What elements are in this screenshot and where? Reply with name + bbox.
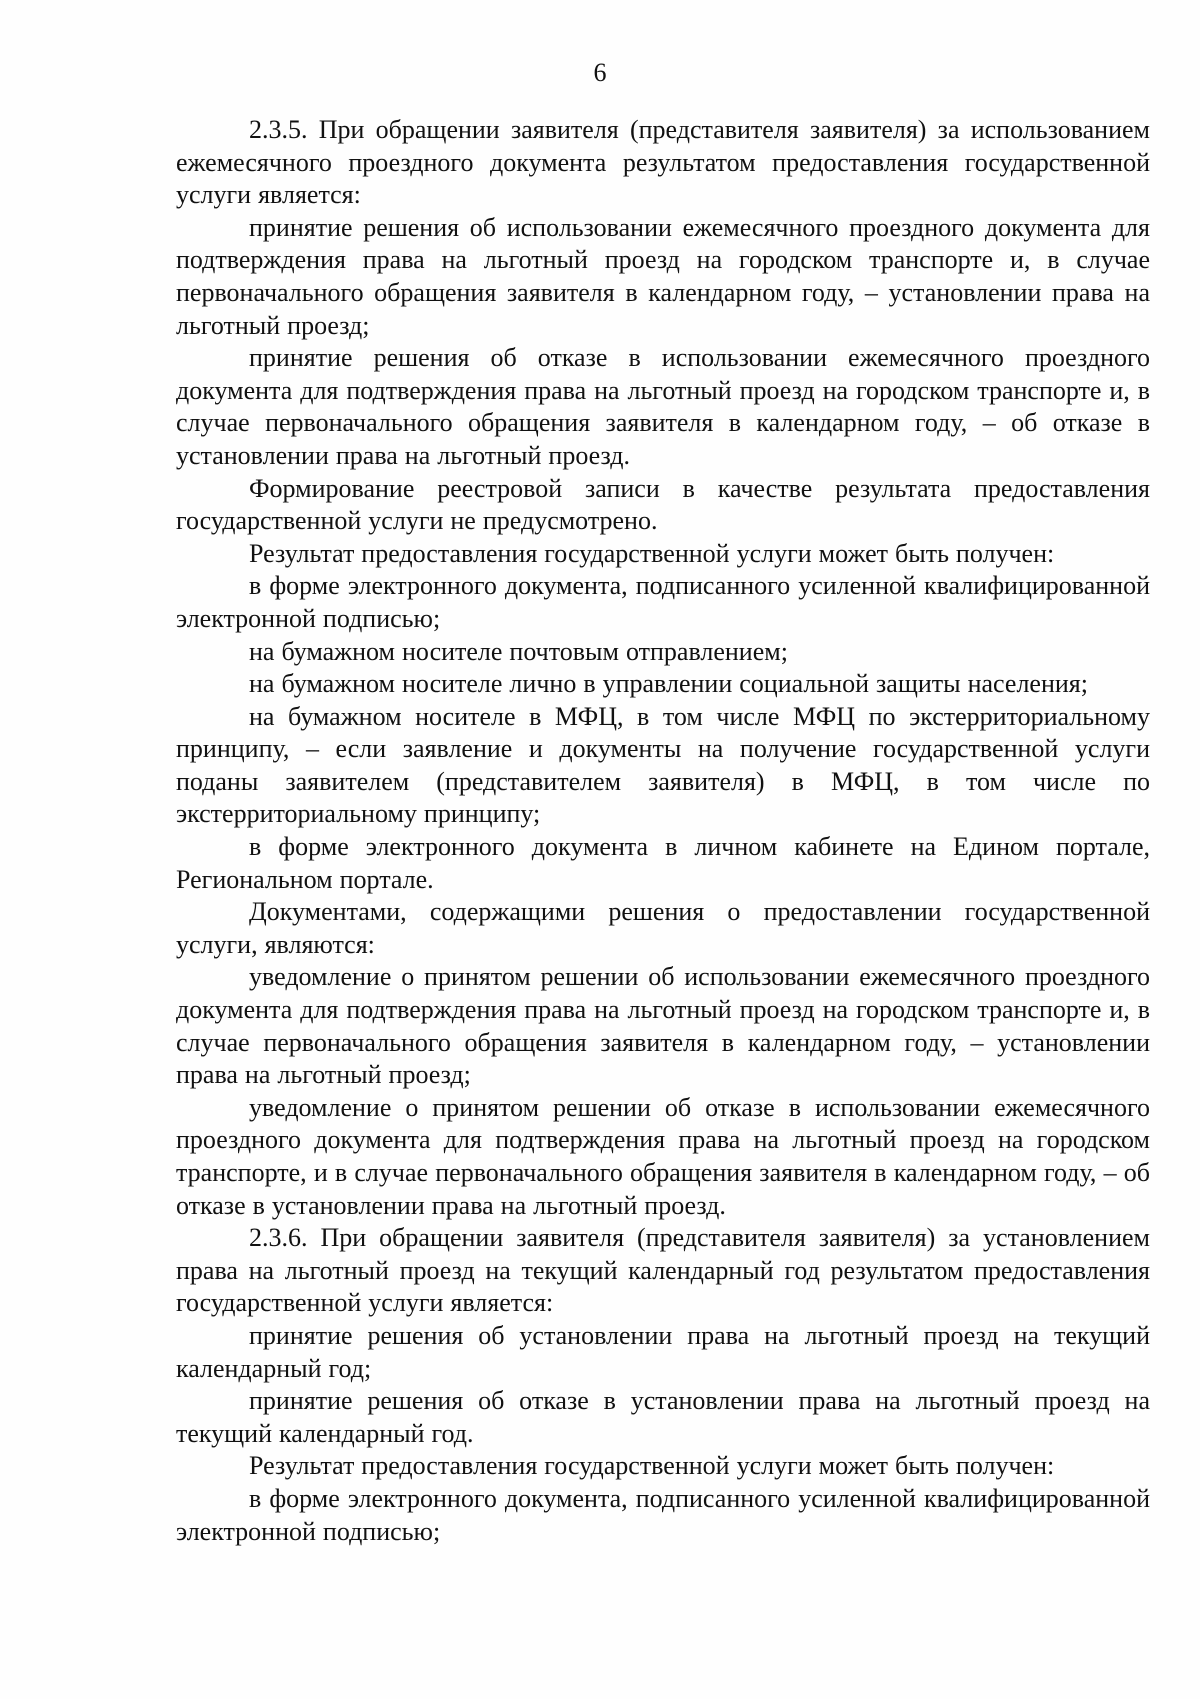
paragraph-notice-use-refusal: уведомление о принятом решении об отказе в использовании ежемесячного проездного документа для подтверждения права на льготный проезд на городском транспорте, и в случае первоначального обращения заявителя в календарном году, – об отказе в установлении права на льготный проезд. <box>176 1092 1150 1220</box>
paragraph-receipt-electronic-signed-2: в форме электронного документа, подписанного усиленной квалифицированной электронной подписью; <box>176 1483 1150 1546</box>
paragraph-receipt-mfc: на бумажном носителе в МФЦ, в том числе МФЦ по экстерриториальному принципу, – если заявление и документы на получение государственной услуги поданы заявителем (представителем заявителя) в МФЦ, в том числе по экстерриториальному принципу; <box>176 701 1150 829</box>
paragraph-receipt-in-person: на бумажном носителе лично в управлении социальной защиты населения; <box>249 669 1088 699</box>
paragraph-result-establish-decision: принятие решения об установлении права на льготный проезд на текущий календарный год; <box>176 1320 1150 1383</box>
paragraph-registry-record: Формирование реестровой записи в качестве результата предоставления государственной услуги не предусмотрено. <box>176 473 1150 536</box>
paragraph-result-receipt-intro-2: Результат предоставления государственной услуги может быть получен: <box>249 1451 1055 1481</box>
page-number: 6 <box>593 58 607 87</box>
paragraph-result-establish-refusal: принятие решения об отказе в установлении права на льготный проезд на текущий календарный год. <box>176 1386 1150 1448</box>
paragraph-decision-documents-intro: Документами, содержащими решения о предоставлении государственной услуги, являются: <box>176 897 1150 959</box>
paragraph-2-3-6: 2.3.6. При обращении заявителя (представителя заявителя) за установлением права на льготный проезд на текущий календарный год результатом предоставления государственной услуги является: <box>176 1223 1150 1318</box>
paragraph-receipt-portal: в форме электронного документа в личном кабинете на Едином портале, Региональном портале. <box>176 832 1150 894</box>
paragraph-2-3-5: 2.3.5. При обращении заявителя (представителя заявителя) за использованием ежемесячного проездного документа результатом предоставления государственной услуги является: <box>176 115 1150 210</box>
paragraph-receipt-postal: на бумажном носителе почтовым отправлением; <box>249 636 788 666</box>
paragraph-receipt-electronic-signed: в форме электронного документа, подписанного усиленной квалифицированной электронной подписью; <box>176 571 1150 633</box>
paragraph-result-receipt-intro: Результат предоставления государственной услуги может быть получен: <box>249 538 1055 568</box>
paragraph-result-use-refusal: принятие решения об отказе в использовании ежемесячного проездного документа для подтверждения права на льготный проезд на городском транспорте и, в случае первоначального обращения заявителя в календарном году, – об отказе в установлении права на льготный проезд. <box>176 343 1150 470</box>
paragraph-result-use-decision: принятие решения об использовании ежемесячного проездного документа для подтверждения права на льготный проезд на городском транспорте и, в случае первоначального обращения заявителя в календарном году, – установлении права на льготный проезд; <box>176 212 1150 340</box>
document-body <box>176 114 1150 1548</box>
paragraph-notice-use-decision: уведомление о принятом решении об использовании ежемесячного проездного документа для подтверждения права на льготный проезд на городском транспорте и, в случае первоначального обращения заявителя в календарном году, – установлении права на льготный проезд; <box>176 962 1150 1090</box>
